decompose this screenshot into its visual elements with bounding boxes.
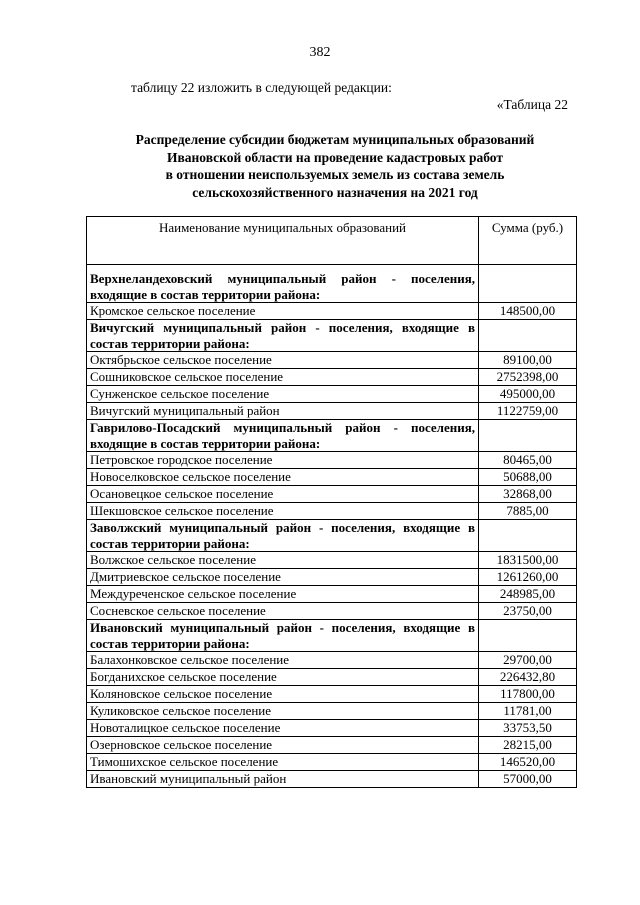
group-row xyxy=(87,620,577,652)
row-sum: 117800,00 xyxy=(479,686,577,703)
group-row xyxy=(87,271,577,303)
table-row xyxy=(87,352,577,369)
table-row xyxy=(87,552,577,569)
table-row xyxy=(87,603,577,620)
table-row xyxy=(87,386,577,403)
row-name: Кромское сельское поселение xyxy=(87,303,479,320)
table-row xyxy=(87,469,577,486)
row-sum: 33753,50 xyxy=(479,720,577,737)
table-row xyxy=(87,669,577,686)
row-sum: 89100,00 xyxy=(479,352,577,369)
row-sum: 11781,00 xyxy=(479,703,577,720)
row-name: Новоселковское сельское поселение xyxy=(87,469,479,486)
row-name: Богданихское сельское поселение xyxy=(87,669,479,686)
row-name: Междуреченское сельское поселение xyxy=(87,586,479,603)
table-row xyxy=(87,703,577,720)
document-title xyxy=(80,131,590,201)
table-body xyxy=(87,265,577,788)
row-sum: 495000,00 xyxy=(479,386,577,403)
title-line: Ивановской области на проведение кадастровых работ xyxy=(166,149,503,165)
row-sum: 28215,00 xyxy=(479,737,577,754)
group-name: Ивановский муниципальный район - поселения, входящие в состав территории района: xyxy=(87,620,479,652)
row-name: Осановецкое сельское поселение xyxy=(87,486,479,503)
table-row xyxy=(87,369,577,386)
group-sum-empty xyxy=(479,420,577,452)
row-sum: 146520,00 xyxy=(479,754,577,771)
table-row xyxy=(87,754,577,771)
row-name: Октябрьское сельское поселение xyxy=(87,352,479,369)
group-row xyxy=(87,420,577,452)
row-name: Балахонковское сельское поселение xyxy=(87,652,479,669)
group-sum-empty xyxy=(479,271,577,303)
row-name: Новоталицкое сельское поселение xyxy=(87,720,479,737)
row-sum: 2752398,00 xyxy=(479,369,577,386)
row-name: Шекшовское сельское поселение xyxy=(87,503,479,520)
subsidy-table xyxy=(86,216,577,788)
row-name: Коляновское сельское поселение xyxy=(87,686,479,703)
group-name: Гаврилово-Посадский муниципальный район - поселения, входящие в состав территории района: xyxy=(87,420,479,452)
row-name: Сосневское сельское поселение xyxy=(87,603,479,620)
row-sum: 29700,00 xyxy=(479,652,577,669)
group-name: Верхнеландеховский муниципальный район - поселения, входящие в состав территории района: xyxy=(87,271,479,303)
group-sum-empty xyxy=(479,620,577,652)
title-line: Распределение субсидии бюджетам муниципальных образований xyxy=(135,132,535,147)
table-row xyxy=(87,303,577,320)
intro-text: таблицу 22 изложить в следующей редакции: xyxy=(131,80,392,95)
column-header-sum: Сумма (руб.) xyxy=(479,217,577,265)
group-name: Заволжский муниципальный район - поселения, входящие в состав территории района: xyxy=(87,520,479,552)
row-name: Сошниковское сельское поселение xyxy=(87,369,479,386)
row-sum: 57000,00 xyxy=(479,771,577,788)
table-row xyxy=(87,503,577,520)
table-header-row xyxy=(87,217,577,265)
title-line: сельскохозяйственного назначения на 2021 год xyxy=(192,184,478,200)
table-row xyxy=(87,486,577,503)
row-sum: 80465,00 xyxy=(479,452,577,469)
row-sum: 1831500,00 xyxy=(479,552,577,569)
table-row xyxy=(87,403,577,420)
row-name: Волжское сельское поселение xyxy=(87,552,479,569)
title-line: в отношении неиспользуемых земель из состава земель xyxy=(165,167,505,182)
row-name: Сунженское сельское поселение xyxy=(87,386,479,403)
row-sum: 32868,00 xyxy=(479,486,577,503)
group-row xyxy=(87,520,577,552)
row-name: Тимошихское сельское поселение xyxy=(87,754,479,771)
table-row xyxy=(87,720,577,737)
row-sum: 23750,00 xyxy=(479,603,577,620)
column-header-name: Наименование муниципальных образований xyxy=(87,217,479,265)
row-sum: 248985,00 xyxy=(479,586,577,603)
table-reference: «Таблица 22 xyxy=(496,97,568,112)
table-row xyxy=(87,686,577,703)
row-name: Вичугский муниципальный район xyxy=(87,403,479,420)
row-name: Дмитриевское сельское поселение xyxy=(87,569,479,586)
group-name: Вичугский муниципальный район - поселения, входящие в состав территории района: xyxy=(87,320,479,352)
row-sum: 1122759,00 xyxy=(479,403,577,420)
row-sum: 50688,00 xyxy=(479,469,577,486)
table-row xyxy=(87,737,577,754)
group-row xyxy=(87,320,577,352)
row-name: Куликовское сельское поселение xyxy=(87,703,479,720)
table-row xyxy=(87,771,577,788)
row-sum: 226432,80 xyxy=(479,669,577,686)
table-row xyxy=(87,569,577,586)
group-sum-empty xyxy=(479,320,577,352)
row-sum: 148500,00 xyxy=(479,303,577,320)
row-sum: 7885,00 xyxy=(479,503,577,520)
table-row xyxy=(87,652,577,669)
row-sum: 1261260,00 xyxy=(479,569,577,586)
page-number: 382 xyxy=(309,45,331,60)
table-row xyxy=(87,586,577,603)
group-sum-empty xyxy=(479,520,577,552)
row-name: Ивановский муниципальный район xyxy=(87,771,479,788)
row-name: Петровское городское поселение xyxy=(87,452,479,469)
table-row xyxy=(87,452,577,469)
row-name: Озерновское сельское поселение xyxy=(87,737,479,754)
